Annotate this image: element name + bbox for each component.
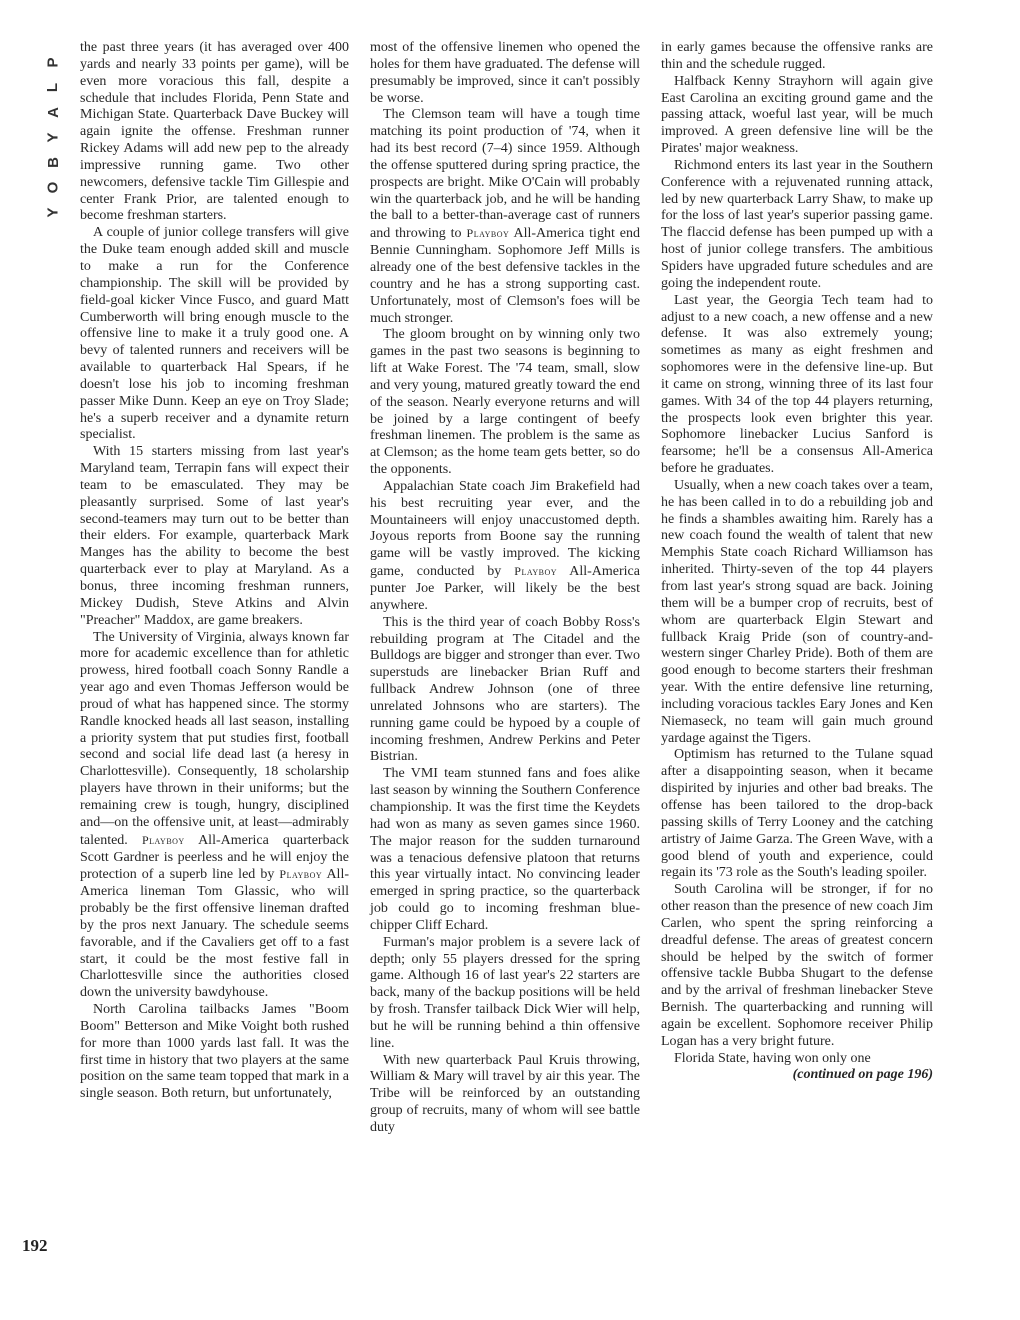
paragraph-text: North Carolina tailbacks James "Boom Boom" Betterson and Mike Voight both rushed for more than 1000 yards last fall. It was the first time in history that two players at the same position on the same team topped that mark in a single season. Both return, but unfortunately, <box>80 1002 349 1102</box>
paragraph-text: All-America quarterback Scott Gardner is peerless and he will enjoy the protection of a superb line led by <box>80 832 350 883</box>
article-paragraph <box>661 882 933 1050</box>
paragraph-text: Last year, the Georgia Tech team had to adjust to a new coach, a new offense and a new defense. It was also extremely young; sometimes as many as eight freshmen and sophomores were in the defensive line-up. But it came on strong, winning three of its last four games. With 34 of the top 44 players returning, the prospects look even brighter this year. Sophomore linebacker Lucius Sanford is fearsome; he'll be a consensus All-America before he graduates. <box>661 292 933 477</box>
paragraph-text: The University of Virginia, always known far more for academic excellence than for athletic prowess, hired football coach Sonny Randle a year ago and even Thomas Jefferson would be proud of what has happened since. The stormy Randle knocked heads all last season, installing a priority system that put studies first, football second and social life dead last (a heresy in Charlottesville). Consequently, 18 scholarship players have thrown in their uniforms; but the remaining crew is tough, hungry, disciplined and—on the offensive unit, at least—admirably talented. <box>80 629 349 848</box>
paragraph-text: A couple of junior college transfers will give the Duke team enough added skill and muscle to make a run for the Conference championship. The skill will be provided by field-goal kicker Vince Fusco, and guard Matt Cumberworth will bring enough muscle to the offensive line to make it a truly good one. A bevy of talented runners and receivers will be available to quarterback Hal Spears, if he doesn't lose his job to incoming freshman passer Mike Dunn. Keep an eye on Troy Slade; he's a superb receiver and a dynamite return specialist. <box>80 225 349 443</box>
text-column-1 <box>80 40 349 1103</box>
article-paragraph <box>661 1051 933 1068</box>
paragraph-text: With 15 starters missing from last year's Maryland team, Terrapin fans will expect their team to be emasculated. They may be pleasantly surprised. Some of last year's second-teamers may turn out to be better than their elders. For example, quarterback Mark Manges has the ability to become the best quarterback ever to play at Maryland. As a bonus, three incoming freshman runners, Mickey Dudish, Steve Atkins and Alvin "Preacher" Maddox, are game breakers. <box>80 444 349 628</box>
playboy-smallcaps: Playboy <box>279 867 323 882</box>
paragraph-text: in early games because the offensive ranks are thin and the schedule rugged. <box>661 40 933 72</box>
paragraph-text: Usually, when a new coach takes over a team, he has been called in to do a rebuilding job and he finds a shambles awaiting him. Rarely has a new coach found the wealth of talent that new Memphis State coach Richard Williamson has inherited. Thirty-seven of the top 44 players from last year's strong squad are back. Joining them will be a bumper crop of recruits, best of whom are quarterback Elgin Stewart and fullback Kraig Pride (son of country-and-western singer Charley Pride). Both of them are good enough to become starters their freshman year. With the entire defensive line returning, including voracious tackles Eary Jones and Ken Niemaseck, no team will gain much ground yardage against the Tigers. <box>661 477 933 746</box>
paragraph-text: most of the offensive linemen who opened the holes for them have graduated. The defense will presumably be improved, since it can't possibly be worse. <box>370 40 640 106</box>
article-paragraph <box>370 107 640 327</box>
text-column-3 <box>661 40 933 1084</box>
paragraph-text: Florida State, having won only one <box>674 1050 871 1066</box>
paragraph-text: All-America tight end Bennie Cunningham. Sophomore Jeff Mills is already one of the best defensive tackles in the country and he has a strong supporting cast. Unfortunately, most of Clemson's foes will be much stronger. <box>370 226 641 326</box>
text-column-2 <box>370 40 640 1137</box>
article-paragraph <box>80 225 349 444</box>
article-paragraph <box>80 444 349 629</box>
article-paragraph <box>370 935 640 1053</box>
article-paragraph <box>661 40 933 74</box>
paragraph-text: Appalachian State coach Jim Brakefield had his best recruiting year ever, and the Mountaineers will enjoy unaccustomed depth. Joyous reports from Boone say the running game will be vastly improved. The kicking game, conducted by <box>370 478 640 580</box>
article-paragraph <box>661 293 933 478</box>
article-paragraph <box>370 40 640 107</box>
article-body <box>0 40 1020 1320</box>
article-paragraph <box>370 327 640 479</box>
article-paragraph <box>661 158 933 293</box>
paragraph-text: South Carolina will be stronger, if for no other reason than the presence of new coach Jim Carlen, who spent the spring reinforcing a dreadful defense. The areas of greatest concern should be helped by the switch of former offensive tackle Bubba Shugart to the defense and by the arrival of freshman linebacker Steve Bernish. The quarterbacking and running will again be excellent. Sophomore receiver Philip Logan has a very bright future. <box>661 882 933 1049</box>
article-paragraph <box>370 615 640 767</box>
article-paragraph <box>80 630 349 1003</box>
sidebar-letter: B <box>44 157 62 168</box>
paragraph-text: The Clemson team will have a tough time matching its point production of '74, when it had its best record (7–4) since 1959. Although the offense sputtered during spring practice, the prospects are bright. Mike O'Cain will probably win the quarterback job, and he will be handing the ball to a better-than-average cast of runners and throwing to <box>370 107 640 242</box>
paragraph-text: Richmond enters its last year in the Southern Conference with a rejuvenated running attack, led by new quarterback Larry Shaw, to make up for the loss of last year's superior passing game. The flaccid defense has been pumped up with a host of junior college transfers. The ambitious Spiders have upgraded future schedules and are going the independent route. <box>661 157 933 291</box>
article-paragraph <box>661 747 933 882</box>
paragraph-text: This is the third year of coach Bobby Ross's rebuilding program at The Citadel and the Bulldogs are bigger and stronger than ever. Two superstuds are linebacker Brian Ruff and fullback Andrew Johnson (one of three unrelated Johnsons who are starters). The running game could be hypoed by a couple of incoming freshmen, Andrew Perkins and Peter Bistrian. <box>370 614 640 765</box>
sidebar-letter: A <box>44 107 62 118</box>
article-paragraph <box>661 478 933 748</box>
sidebar-letter: Y <box>44 207 62 218</box>
paragraph-text: All-America lineman Tom Glassic, who will probably be the first offensive lineman drafted by the pros next January. The schedule seems favorable, and if the Cavaliers get off to a fast start, it could be the most festive fall in Charlottesville since the authorities closed down the university bawdyhouse. <box>80 867 349 1001</box>
paragraph-text: With new quarterback Paul Kruis throwing, William & Mary will travel by air this year. The Tribe will be reinforced by an outstanding group of recruits, many of whom will see battle duty <box>370 1052 640 1135</box>
sidebar-letter: Y <box>44 132 62 143</box>
article-paragraph <box>661 74 933 158</box>
paragraph-text: All-America punter Joe Parker, will likely be the best anywhere. <box>370 564 640 613</box>
sidebar-letter: O <box>44 181 62 194</box>
article-paragraph <box>370 766 640 934</box>
paragraph-text: Furman's major problem is a severe lack of depth; only 55 players dressed for the spring game. Although 16 of last year's 22 starters are back, many of the backup positions will be held by frosh. Transfer tailback Dick Wier will help, but he will be running behind a thin offensive line. <box>370 934 640 1051</box>
paragraph-text: the past three years (it has averaged over 400 yards and nearly 33 points per game), will be even more voracious this fall, despite a schedule that includes Florida, Penn State and Michigan State. Quarterback Dave Buckey will again ignite the offense. Freshman runner Rickey Adams will add new pep to the already impressive running game. Two other newcomers, defensive tackle Tim Gillespie and center Frank Prior, are talented enough to become freshman starters. <box>80 40 349 224</box>
article-paragraph <box>370 1053 640 1137</box>
sidebar-letter: P <box>44 57 62 68</box>
playboy-smallcaps: Playboy <box>514 564 558 579</box>
article-paragraph <box>80 40 349 225</box>
article-paragraph <box>370 479 640 615</box>
article-paragraph <box>80 1002 349 1103</box>
playboy-smallcaps: Playboy <box>141 832 185 847</box>
paragraph-text: The VMI team stunned fans and foes alike last season by winning the Southern Conference championship. It was the first time the Keydets had won as many as seven games since 1960. The major reason for the sudden turnaround was a tenacious defensive platoon that returns this year virtually intact. No convincing leader emerged in spring practice, so the quarterback job could go to incoming freshman blue-chipper Cliff Echard. <box>370 766 640 933</box>
playboy-smallcaps: Playboy <box>466 226 510 241</box>
paragraph-text: Optimism has returned to the Tulane squad after a disappointing season, when it became dispirited by injuries and other bad breaks. The offense has been tailored to the drop-back passing skills of Terry Looney and the catching artistry of Jaime Garza. The Green Wave, with a good blend of youth and experience, could regain its '73 role as the South's leading spoiler. <box>661 747 933 881</box>
continued-note: (continued on page 196) <box>792 1067 933 1083</box>
page-number: 192 <box>22 1236 48 1255</box>
paragraph-text: Halfback Kenny Strayhorn will again give East Carolina an exciting ground game and the passing attack, woeful last year, will be much improved. A green defensive line will be the Pirates' major weakness. <box>661 73 933 157</box>
sidebar-letter: L <box>44 82 62 93</box>
paragraph-text: The gloom brought on by winning only two games in the past two seasons is beginning to lift at Wake Forest. The '74 team, small, slow and very young, matured greatly toward the end of the season. Nearly everyone returns and will be joined by a large contingent of beefy freshman linemen. The problem is the same as at Clemson; as the home team gets better, so do the opponents. <box>370 327 640 478</box>
